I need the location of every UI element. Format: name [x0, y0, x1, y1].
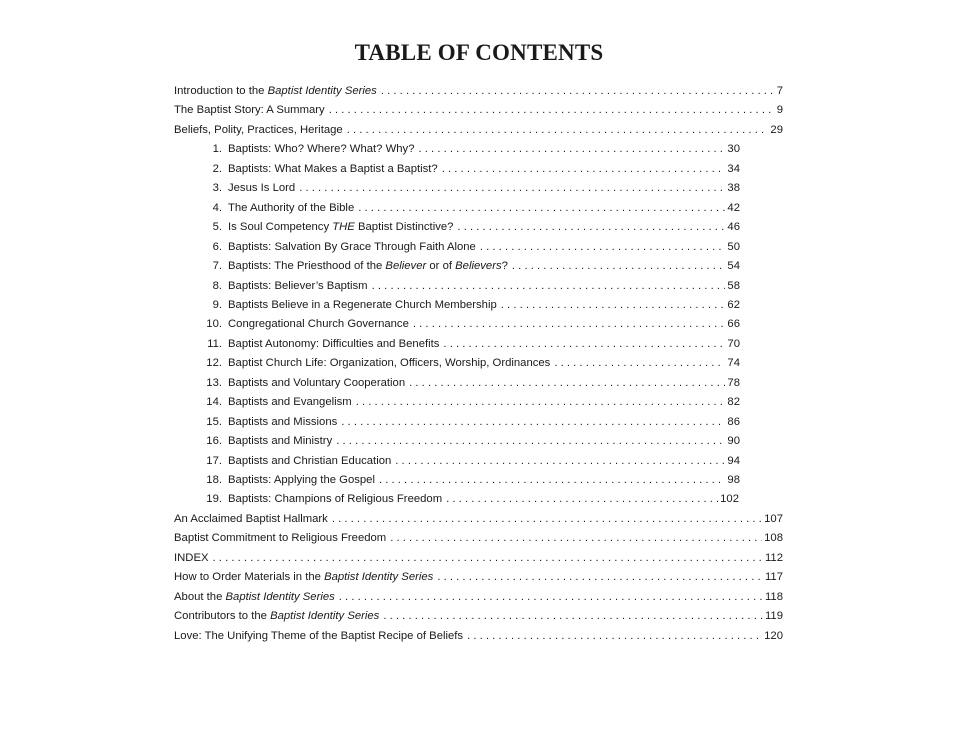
dot-leader — [395, 452, 725, 470]
dot-leader — [336, 432, 725, 450]
dot-leader — [332, 510, 762, 528]
toc-title-text: Baptists and Evangelism — [228, 396, 352, 409]
dot-leader — [329, 101, 775, 119]
dot-leader — [381, 82, 775, 100]
toc-title-text: Beliefs, Polity, Practices, Heritage — [174, 123, 343, 136]
toc-page-number: 42 — [727, 201, 740, 214]
dot-leader — [347, 121, 769, 139]
toc-entry-title — [228, 354, 550, 372]
toc-entry[interactable] — [200, 238, 740, 256]
toc-entry[interactable] — [200, 179, 740, 197]
toc-entry-number: 11. — [207, 337, 222, 350]
toc-entry-number: 4. — [212, 201, 222, 214]
toc-title-text: Baptist Commitment to Religious Freedom — [174, 532, 387, 545]
toc-page-number: 117 — [764, 571, 783, 584]
toc-title-text: An Acclaimed Baptist Hallmark — [174, 512, 328, 525]
toc-page-number: 34 — [727, 162, 740, 175]
toc-entry[interactable] — [174, 607, 783, 625]
toc-entry-number: 18. — [206, 474, 222, 486]
toc-entry[interactable] — [200, 315, 740, 333]
toc-title-italic: THE — [332, 221, 355, 234]
toc-page-number: 94 — [727, 454, 740, 467]
toc-page-number: 90 — [727, 435, 740, 448]
toc-entry-number: 14. — [206, 396, 222, 409]
dot-leader — [372, 277, 726, 295]
toc-entry[interactable] — [200, 374, 740, 392]
dot-leader — [554, 354, 725, 372]
toc-entry[interactable] — [200, 471, 740, 489]
toc-title-text: Baptists: The Priesthood of the — [228, 260, 386, 273]
toc-page-number: 74 — [727, 357, 740, 370]
toc-title-text: Introduction to the — [174, 85, 268, 97]
dot-leader — [467, 627, 762, 645]
toc-entry-title — [174, 82, 377, 100]
toc-entry[interactable] — [174, 121, 783, 139]
toc-title-text: INDEX — [174, 551, 209, 564]
dot-leader — [442, 160, 726, 178]
toc-entry[interactable] — [200, 335, 740, 353]
toc-title-text: Baptists and Ministry — [228, 435, 333, 448]
toc-page-number: 54 — [727, 260, 740, 273]
toc-entry[interactable] — [200, 413, 740, 431]
toc-entry-number: 1. — [212, 143, 222, 156]
toc-title-text: Baptist Distinctive? — [354, 221, 454, 234]
toc-entry-title — [174, 529, 386, 547]
toc-page-number: 9 — [776, 104, 783, 117]
dot-leader — [418, 140, 725, 158]
toc-page-number: 107 — [764, 512, 783, 525]
toc-page-number: 102 — [720, 493, 739, 506]
toc-entry-title — [228, 393, 352, 411]
dot-leader — [457, 218, 725, 236]
toc-title-text: Baptists: Who? Where? What? Why? — [228, 143, 415, 156]
toc-title-text: ? — [501, 260, 508, 273]
toc-entry-number: 5. — [212, 221, 222, 234]
toc-entry-number: 10. — [206, 318, 222, 331]
toc-title-italic: Baptist Identity Series — [225, 590, 335, 603]
toc-entry-number: 19. — [206, 493, 222, 506]
toc-page-number: 38 — [727, 182, 740, 195]
toc-entry-number: 6. — [212, 240, 222, 253]
toc-entry-number: 16. — [206, 435, 222, 448]
toc-entry-number: 9. — [212, 298, 222, 311]
toc-entry-title — [228, 374, 405, 392]
toc-page-number: 119 — [764, 610, 783, 623]
toc-entry-title — [228, 335, 439, 353]
toc-entry[interactable] — [174, 529, 783, 547]
toc-title-italic: Believer — [385, 260, 427, 273]
toc-entry-title — [228, 413, 337, 431]
toc-entry-number: 13. — [206, 376, 222, 389]
toc-title-text: Baptists: Salvation By Grace Through Faith Alone — [228, 240, 476, 253]
page-title: TABLE OF CONTENTS — [354, 40, 604, 65]
toc-entry-number: 7. — [212, 260, 222, 273]
toc-entry-title — [228, 140, 414, 158]
toc-entry[interactable] — [200, 296, 740, 314]
toc-page-number: 30 — [727, 143, 740, 156]
toc-title-italic: Believers — [455, 260, 502, 273]
toc-entry[interactable] — [200, 257, 740, 275]
toc-entry[interactable] — [200, 452, 740, 470]
toc-entry[interactable] — [174, 101, 783, 119]
toc-entry-title — [228, 160, 438, 178]
toc-page-number: 66 — [727, 318, 740, 331]
dot-leader — [379, 471, 725, 489]
dot-leader — [299, 179, 725, 197]
toc-page-number: 62 — [727, 298, 740, 311]
toc-title-text: Baptists: Believer’s Baptism — [228, 279, 368, 292]
toc-entry[interactable] — [174, 627, 783, 645]
toc-entry[interactable] — [200, 393, 740, 411]
dot-leader — [356, 393, 726, 411]
toc-title-text: Baptists: Champions of Religious Freedom — [228, 493, 443, 506]
dot-leader — [213, 549, 763, 567]
toc-page-number: 108 — [764, 532, 783, 545]
toc-entry-title — [174, 510, 328, 528]
toc-title-text: The Baptist Story: A Summary — [174, 104, 325, 117]
toc-page-number: 7 — [776, 85, 783, 97]
dot-leader — [512, 257, 726, 275]
toc-entry-number: 2. — [212, 162, 222, 175]
toc-entry-title — [228, 296, 497, 314]
toc-title-text: Baptists and Missions — [228, 415, 338, 428]
toc-entry-title — [228, 199, 354, 217]
toc-entry[interactable] — [174, 82, 783, 100]
toc-page-number: 98 — [727, 474, 740, 486]
dot-leader — [390, 529, 762, 547]
toc-title-text: How to Order Materials in the — [174, 571, 325, 584]
toc-entry-title — [174, 568, 433, 586]
toc-entry[interactable] — [200, 199, 740, 217]
toc-entry[interactable] — [200, 140, 740, 158]
toc-entry[interactable] — [174, 568, 783, 586]
toc-entry[interactable] — [200, 160, 740, 178]
toc-title-text: Is Soul Competency — [228, 221, 333, 234]
toc-page-number: 112 — [764, 551, 783, 564]
dot-leader — [437, 568, 763, 586]
dot-leader — [443, 335, 725, 353]
toc-entry[interactable] — [174, 549, 783, 567]
toc-entry-number: 3. — [212, 182, 222, 195]
toc-entry-title — [174, 549, 209, 567]
dot-leader — [413, 315, 726, 333]
toc-title-text: Baptist Church Life: Organization, Officers, Worship, Ordinances — [228, 357, 551, 370]
dot-leader — [358, 199, 725, 217]
toc-title-italic: Baptist Identity Series — [324, 571, 434, 584]
toc-page-number: 46 — [727, 221, 740, 234]
toc-entry-title — [228, 238, 476, 256]
toc-entry-title — [228, 218, 453, 236]
dot-leader — [480, 238, 726, 256]
toc-entry-title — [228, 315, 409, 333]
toc-page-number: 86 — [727, 415, 740, 428]
toc-title-text: Baptists Believe in a Regenerate Church Membership — [228, 298, 497, 311]
toc-title-italic: Baptist Identity Series — [267, 85, 377, 97]
toc-title-text: The Authority of the Bible — [228, 201, 355, 214]
toc-entry-number: 15. — [206, 415, 222, 428]
toc-title-text: or of — [426, 260, 456, 273]
toc-entry[interactable] — [174, 510, 783, 528]
toc-entry[interactable] — [200, 277, 740, 295]
toc-title-text: Baptists and Voluntary Cooperation — [228, 376, 406, 389]
toc-entry[interactable] — [200, 218, 740, 236]
toc-page-number: 120 — [764, 629, 783, 642]
toc-entry-title — [228, 277, 368, 295]
toc-title-text: Congregational Church Governance — [228, 318, 409, 331]
toc-entry-title — [174, 121, 343, 139]
toc-entry-title — [228, 179, 295, 197]
toc-entry-title — [228, 432, 332, 450]
toc-entry[interactable] — [200, 490, 739, 508]
toc-entry-title — [174, 588, 335, 606]
dot-leader — [341, 413, 725, 431]
toc-entry-title — [174, 607, 379, 625]
toc-page-number: 82 — [727, 396, 740, 409]
toc-entry-number: 17. — [206, 454, 222, 467]
toc-title-text: Love: The Unifying Theme of the Baptist Recipe of Beliefs — [174, 629, 464, 642]
toc-entry-title — [228, 452, 391, 470]
toc-entry[interactable] — [200, 354, 740, 372]
toc-entry-title — [174, 101, 325, 119]
toc-title-text: Baptist Autonomy: Difficulties and Benefits — [228, 337, 440, 350]
toc-title-text: Baptists and Christian Education — [228, 454, 392, 467]
toc-entry-title — [174, 627, 463, 645]
dot-leader — [446, 490, 718, 508]
toc-title-text: Contributors to the — [174, 610, 271, 623]
toc-entry-number: 8. — [212, 279, 222, 292]
toc-title-italic: Baptist Identity Series — [270, 610, 380, 623]
toc-entry[interactable] — [200, 432, 740, 450]
toc-entry-title — [228, 257, 508, 275]
toc-title-text: About the — [174, 590, 226, 603]
toc-page-number: 78 — [727, 376, 740, 389]
dot-leader — [409, 374, 725, 392]
toc-title-text: Baptists: What Makes a Baptist a Baptist? — [228, 162, 438, 175]
toc-entry[interactable] — [174, 588, 783, 606]
toc-entry-number: 12. — [206, 357, 222, 370]
toc-title-text: Jesus Is Lord — [228, 182, 296, 195]
toc-page-number: 58 — [727, 279, 740, 292]
toc-title-text: Baptists: Applying the Gospel — [228, 474, 375, 486]
toc-page-number: 29 — [770, 123, 783, 136]
dot-leader — [501, 296, 726, 314]
dot-leader — [339, 588, 763, 606]
toc-page-number: 118 — [764, 590, 783, 603]
toc-entry-title — [228, 490, 442, 508]
toc-page-number: 70 — [727, 337, 740, 350]
toc-entry-title — [228, 471, 375, 489]
dot-leader — [383, 607, 763, 625]
toc-page-number: 50 — [727, 240, 740, 253]
